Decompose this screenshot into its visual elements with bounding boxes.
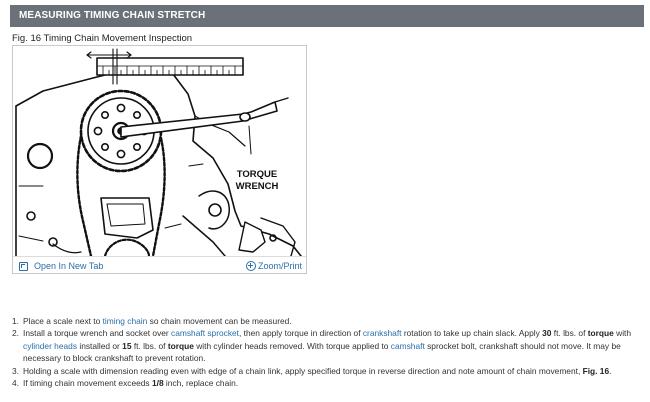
figure-toolbar bbox=[13, 256, 306, 274]
step-text: ft. lbs. of bbox=[551, 328, 588, 339]
step-text: ft. lbs. of bbox=[131, 340, 168, 351]
zoom-plus-icon bbox=[246, 261, 256, 271]
section-header bbox=[10, 5, 644, 27]
step-text: Place a scale next to bbox=[23, 316, 103, 326]
callout-torque: TORQUE bbox=[236, 169, 278, 180]
step-text: rotation to take up chain slack. Apply bbox=[401, 328, 543, 339]
crankshaft-link[interactable]: crankshaft bbox=[362, 328, 402, 339]
step-text: . bbox=[609, 365, 612, 376]
figure-reference: Fig. 16 bbox=[582, 365, 610, 376]
torque-word: torque bbox=[167, 340, 194, 351]
step-text: so chain movement can be measured. bbox=[147, 316, 292, 326]
open-in-new-tab-label: Open In New Tab bbox=[34, 261, 104, 271]
limit-value: 1/8 bbox=[151, 378, 164, 389]
step-number: 1. bbox=[12, 316, 19, 326]
camshaft-sprocket-link[interactable]: camshaft sprocket bbox=[171, 328, 240, 339]
step-item bbox=[12, 377, 637, 389]
torque-word: torque bbox=[587, 328, 614, 339]
step-text: Install a torque wrench and socket over bbox=[23, 328, 172, 339]
step-text: If timing chain movement exceeds bbox=[23, 378, 152, 389]
section-title: MEASURING TIMING CHAIN STRETCH bbox=[19, 10, 206, 21]
timing-chain-illustration bbox=[13, 46, 306, 256]
timing-chain-link[interactable]: timing chain bbox=[102, 316, 148, 326]
step-number: 4. bbox=[12, 378, 19, 389]
step-item bbox=[12, 365, 637, 377]
figure-caption: Fig. 16 Timing Chain Movement Inspection bbox=[12, 33, 193, 44]
step-text: , then apply torque in direction of bbox=[239, 328, 363, 339]
open-in-new-tab-link[interactable] bbox=[19, 260, 103, 272]
step-text: with bbox=[613, 328, 632, 339]
zoom-print-label: Zoom/Print bbox=[257, 260, 302, 271]
step-text: installed or bbox=[77, 340, 123, 351]
open-new-tab-icon bbox=[19, 262, 28, 271]
step-text: inch, replace chain. bbox=[163, 378, 239, 389]
step-text: sprocket bolt, crankshaft should not move. It may be necessary to block crankshaft to prevent rotation. bbox=[23, 340, 621, 364]
zoom-print-link[interactable] bbox=[246, 259, 302, 272]
step-number: 2. bbox=[12, 328, 19, 339]
figure-panel bbox=[12, 45, 307, 274]
cylinder-heads-link[interactable]: cylinder heads bbox=[23, 340, 78, 351]
camshaft-link[interactable]: camshaft bbox=[390, 340, 425, 351]
step-number: 3. bbox=[12, 365, 19, 376]
procedure-steps bbox=[12, 315, 637, 389]
callout-wrench: WRENCH bbox=[235, 181, 279, 192]
torque-value: 15 bbox=[122, 340, 132, 351]
step-item bbox=[12, 315, 637, 327]
step-text: Holding a scale with dimension reading even with edge of a chain link, apply specified torque in reverse direction and note amount of chain movement, bbox=[23, 365, 583, 376]
torque-value: 30 bbox=[542, 328, 552, 339]
step-item bbox=[12, 327, 637, 364]
step-text: with cylinder heads removed. With torque applied to bbox=[193, 340, 391, 351]
